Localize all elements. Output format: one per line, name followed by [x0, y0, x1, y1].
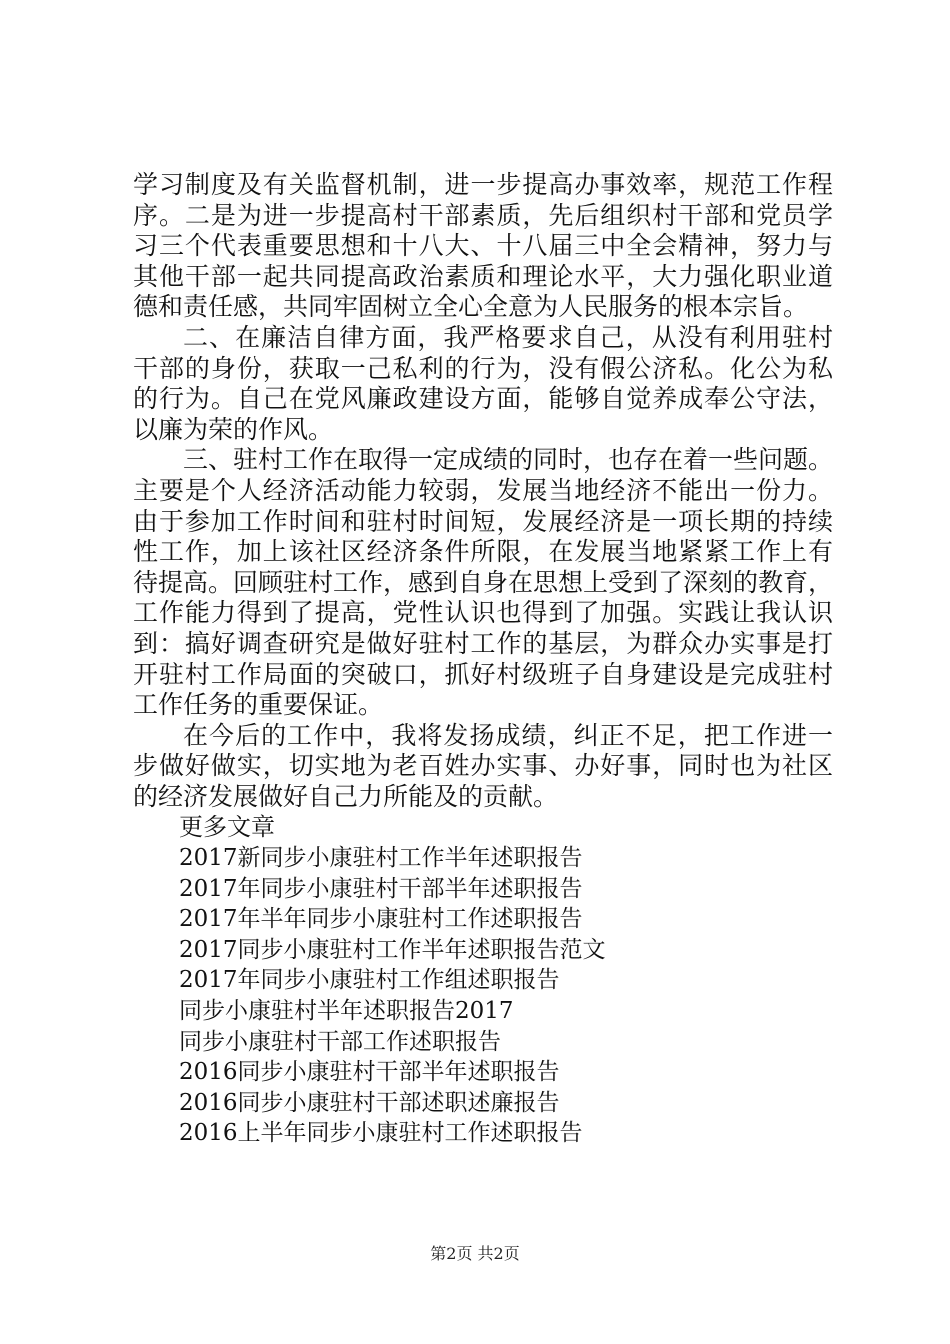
paragraph-line: 的经济发展做好自己力所能及的贡献。 [133, 781, 559, 811]
list-item [133, 843, 833, 874]
paragraph-line: 的行为。自己在党风廉政建设方面，能够自觉养成奉公守法， [133, 384, 833, 414]
paragraph-line: 三、驻村工作在取得一定成绩的同时，也存在着一些问题。 [183, 445, 834, 475]
article-link[interactable]: 2016同步小康驻村干部半年述职报告 [179, 1059, 560, 1086]
article-link[interactable]: 2017年同步小康驻村工作组述职报告 [179, 967, 560, 994]
paragraph-line: 工作任务的重要保证。 [133, 690, 384, 720]
page-footer: 第2页 共2页 [430, 1244, 520, 1263]
list-item [133, 1088, 833, 1119]
list-item [133, 904, 833, 935]
paragraph-line: 开驻村工作局面的突破口，抓好村级班子自身建设是完成驻村 [133, 659, 833, 689]
paragraph-2 [133, 323, 833, 445]
paragraph-line: 到：搞好调查研究是做好驻村工作的基层，为群众办实事是打 [133, 628, 833, 658]
list-item [133, 996, 833, 1027]
paragraph-1 [133, 170, 833, 323]
paragraph-line: 其他干部一起共同提高政治素质和理论水平，大力强化职业道 [133, 261, 833, 291]
paragraph-line: 待提高。回顾驻村工作，感到自身在思想上受到了深刻的教育， [133, 567, 834, 597]
paragraph-3 [133, 445, 833, 720]
paragraph-line: 学习制度及有关监督机制，进一步提高办事效率，规范工作程 [133, 170, 833, 199]
article-link[interactable]: 同步小康驻村干部工作述职报告 [179, 1028, 501, 1055]
document-body [133, 170, 833, 1149]
paragraph-line: 干部的身份，获取一己私利的行为，没有假公济私。化公为私 [133, 353, 833, 383]
paragraph-4 [133, 721, 833, 813]
list-item [133, 965, 833, 996]
article-link[interactable]: 2017新同步小康驻村工作半年述职报告 [179, 845, 583, 872]
article-link[interactable]: 2017年半年同步小康驻村工作述职报告 [179, 906, 583, 933]
paragraph-line: 性工作，加上该社区经济条件所限，在发展当地紧紧工作上有 [133, 537, 833, 567]
paragraph-line: 二、在廉洁自律方面，我严格要求自己，从没有利用驻村 [183, 322, 833, 352]
article-link[interactable]: 2016上半年同步小康驻村工作述职报告 [179, 1120, 583, 1147]
article-link[interactable]: 同步小康驻村半年述职报告2017 [179, 998, 514, 1025]
article-link[interactable]: 2017年同步小康驻村干部半年述职报告 [179, 875, 583, 902]
more-articles-heading: 更多文章 [179, 813, 275, 842]
article-link[interactable]: 2017同步小康驻村工作半年述职报告范文 [179, 936, 606, 963]
paragraph-line: 以廉为荣的作风。 [133, 414, 334, 444]
paragraph-line: 德和责任感，共同牢固树立全心全意为人民服务的根本宗旨。 [133, 292, 809, 322]
paragraph-line: 工作能力得到了提高，党性认识也得到了加强。实践让我认识 [133, 598, 833, 628]
paragraph-line: 步做好做实，切实地为老百姓办实事、办好事，同时也为社区 [133, 751, 833, 781]
paragraph-line: 习三个代表重要思想和十八大、十八届三中全会精神，努力与 [133, 231, 833, 261]
paragraph-line: 在今后的工作中，我将发扬成绩，纠正不足，把工作进一 [183, 720, 833, 750]
paragraph-line: 由于参加工作时间和驻村时间短，发展经济是一项长期的持续 [133, 506, 833, 536]
article-link[interactable]: 2016同步小康驻村干部述职述廉报告 [179, 1089, 560, 1116]
more-articles-list [133, 843, 833, 1149]
list-item [133, 1027, 833, 1058]
paragraph-line: 序。二是为进一步提高村干部素质，先后组织村干部和党员学 [133, 200, 833, 230]
list-item [133, 1118, 833, 1149]
list-item [133, 935, 833, 966]
list-item [133, 1057, 833, 1088]
list-item [133, 874, 833, 905]
paragraph-line: 主要是个人经济活动能力较弱，发展当地经济不能出一份力。 [133, 475, 833, 505]
